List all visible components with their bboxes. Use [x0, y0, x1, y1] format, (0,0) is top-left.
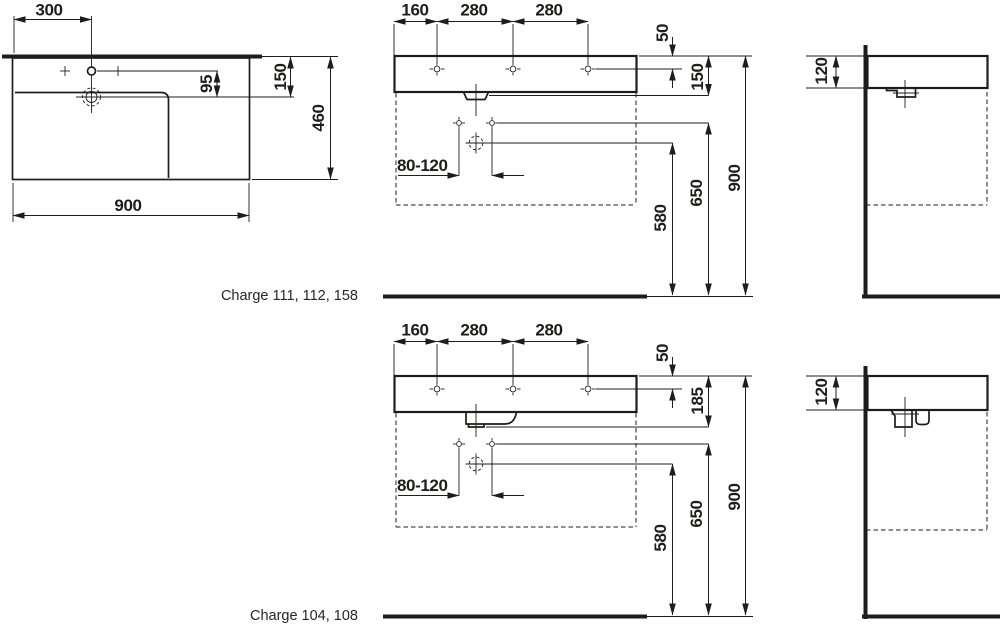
model-label-top: Charge 111, 112, 158 — [220, 288, 358, 304]
dim-spacing-mid-top: 280 — [460, 0, 488, 20]
model-label-bottom: Charge 104, 108 — [249, 608, 358, 624]
dim-rim-height-bottom: 900 — [725, 483, 744, 511]
dim-fixing-range-bottom: 80-120 — [397, 476, 448, 495]
dim-spacing-right-top: 280 — [535, 0, 563, 20]
dim-spacing-left-top: 160 — [401, 0, 429, 20]
dim-fixing-range-top: 80-120 — [397, 156, 448, 175]
dim-drain-height-bottom: 580 — [651, 524, 670, 552]
dim-spacing-right-bottom: 280 — [535, 320, 563, 340]
dim-plan-tap-offset: 300 — [35, 0, 63, 20]
dim-body-height-bottom: 185 — [688, 387, 707, 415]
dim-tap-drop-top: 50 — [653, 23, 672, 43]
dim-edge-height-bottom: 120 — [812, 378, 831, 406]
dim-tap-drop-bottom: 50 — [653, 343, 672, 363]
dim-spacing-left-bottom: 160 — [401, 320, 429, 340]
dim-plan-back-to-drain: 150 — [271, 63, 290, 91]
tap-hole — [88, 67, 96, 75]
dim-fixing-height-top: 650 — [687, 179, 706, 207]
dim-rim-height-top: 900 — [725, 164, 744, 192]
dim-spacing-mid-bottom: 280 — [460, 320, 488, 340]
dim-fixing-height-bottom: 650 — [687, 500, 706, 528]
dim-plan-width: 900 — [114, 196, 142, 215]
dim-edge-height-top: 120 — [812, 57, 831, 85]
dim-plan-depth: 460 — [309, 104, 328, 132]
dim-body-height-top: 150 — [688, 63, 707, 91]
dim-drain-height-top: 580 — [651, 204, 670, 232]
dim-plan-tap-to-drain: 95 — [197, 74, 216, 94]
